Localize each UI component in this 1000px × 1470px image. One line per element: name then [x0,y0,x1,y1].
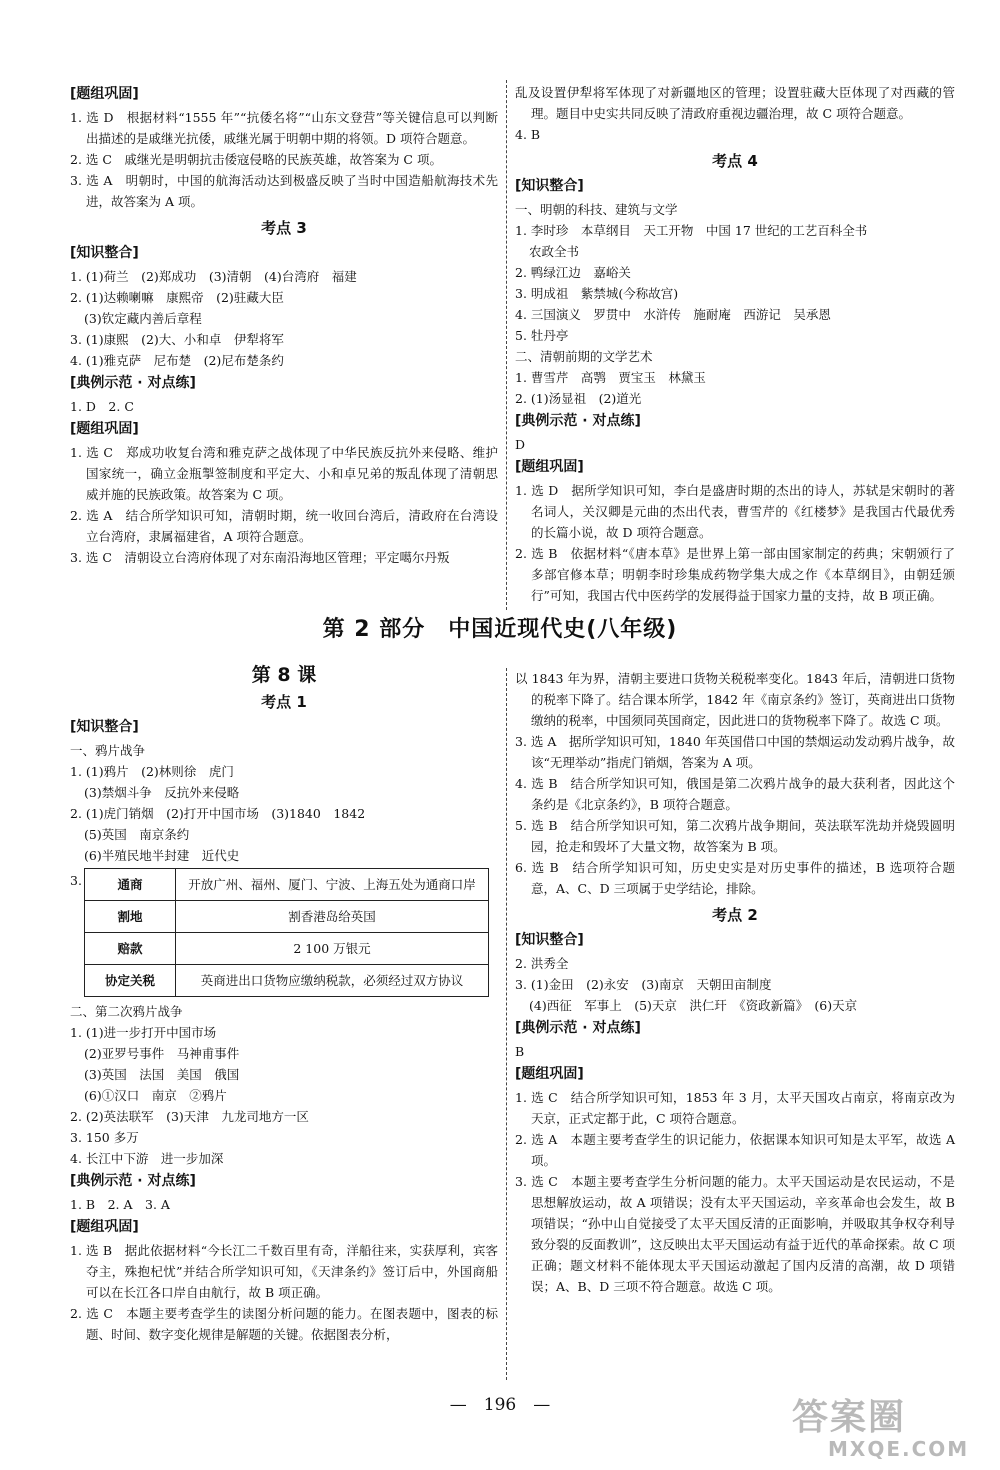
right-column-bottom [515,668,955,1297]
text-line: D [515,437,526,452]
table-row [85,965,489,997]
answer-paragraph: 1. 选 D 据所学知识可知，李白是盛唐时期的杰出的诗人，苏轼是宋朝时的著名词人，关汉卿是元曲的杰出代表，曹雪芹的《红楼梦》是我国古代最优秀的长篇小说，故 D 项符合题意。 [515,483,955,540]
text-line: 4. 长江中下游 进一步加深 [70,1151,224,1166]
watermark-text: 答案圈 [792,1397,907,1438]
page-number: — 196 — [449,1395,551,1415]
table-row-key: 赔款 [85,933,176,965]
part-title: 第 2 部分 中国近现代史(八年级) [322,617,678,642]
left-bottom-block-b [70,1001,498,1345]
text-line: 1. (1)鸦片 (2)林则徐 虎门 [70,764,234,779]
answer-paragraph: 3. 选 A 明朝时，中国的航海活动达到极盛反映了当时中国造船航海技术先进，故答案为 A 项。 [70,173,498,209]
section-heading: [知识整合] [70,245,139,261]
text-line: 1. (1)进一步打开中国市场 [70,1025,217,1040]
text-line-indented: (2)亚罗号事件 马神甫事件 [84,1046,240,1061]
watermark-logo [792,1398,982,1466]
section-heading: [题组巩固] [70,86,139,102]
text-line-indented: 农政全书 [529,244,580,259]
text-line: 一、明朝的科技、建筑与文学 [515,202,678,217]
topic-heading: 考点 4 [712,152,758,170]
section-heading: [知识整合] [515,932,584,948]
text-line: 4. 三国演义 罗贯中 水浒传 施耐庵 西游记 吴承恩 [515,307,831,322]
answer-paragraph: 2. 选 B 依据材料“《唐本草》是世界上第一部由国家制定的药典；宋朝颁行了多部官修本草；明朝李时珍集成药物学集大成之作《本草纲目》，由朝廷颁行”可知，我国古代中医药学的发展得益于国家力量的支持，故 B 项正确。 [515,546,955,603]
answer-paragraph: 6. 选 B 结合所学知识可知，历史史实是对历史事件的描述，B 选项符合题意，A、C、D 三项属于史学结论，排除。 [515,860,955,896]
text-line: 3. 150 多万 [70,1130,139,1145]
answer-paragraph: 5. 选 B 结合所学知识可知，第二次鸦片战争期间，英法联军洗劫并烧毁圆明园，抢走和毁坏了大量文物，故答案为 B 项。 [515,818,955,854]
text-line: 4. B [515,127,541,142]
answer-paragraph: 2. 选 C 戚继光是明朝抗击倭寇侵略的民族英雄，故答案为 C 项。 [70,152,442,167]
text-line: B [515,1044,525,1059]
answer-paragraph: 2. 选 C 本题主要考查学生的读图分析问题的能力。在图表题中，图表的标题、时间、数字变化规律是解题的关键。依据图表分析， [70,1306,498,1342]
section-heading: [知识整合] [515,178,584,194]
text-line: 2. (2)英法联军 (3)天津 九龙司地方一区 [70,1109,309,1124]
text-line: 二、第二次鸦片战争 [70,1004,183,1019]
section-heading: [题组巩固] [515,459,584,475]
treaty-table [84,868,489,997]
section-heading: [题组巩固] [70,1219,139,1235]
text-line-indented: (3)钦定藏内善后章程 [84,311,202,326]
text-line: 2. 鸭绿江边 嘉峪关 [515,265,631,280]
treaty-table-wrap [70,868,498,997]
column-divider-bottom [506,668,507,1380]
watermark-url: MXQE.COM [828,1437,970,1461]
left-bottom-block-a [70,692,498,866]
text-line: 1. 曹雪芹 高鹗 贾宝玉 林黛玉 [515,370,706,385]
text-line: 5. 牡丹亭 [515,328,569,343]
text-line: 2. (1)虎门销烟 (2)打开中国市场 (3)1840 1842 [70,806,366,821]
table-row [85,901,489,933]
section-heading: [典例示范 · 对点练] [70,375,196,391]
topic-heading: 考点 1 [261,693,307,711]
text-line: 3. (1)金田 (2)永安 (3)南京 天朝田亩制度 [515,977,772,992]
section-heading: [知识整合] [70,719,139,735]
right-column-top [515,82,955,606]
text-line: 2. (1)达赖喇嘛 康熙帝 (2)驻藏大臣 [70,290,284,305]
topic-heading: 考点 3 [261,219,307,237]
answer-paragraph: 1. 选 C 郑成功收复台湾和雅克萨之战体现了中华民族反抗外来侵略、维护国家统一，确立金瓶掣签制度和平定大、小和卓兄弟的叛乱体现了清朝思威并施的民族政策。故答案为 C 项。 [70,445,498,502]
text-line: 3. 明成祖 紫禁城(今称故宫) [515,286,679,301]
answer-paragraph: 1. 选 C 结合所学知识可知，1853 年 3 月，太平天国攻占南京，将南京改为天京，正式定都于此，C 项符合题意。 [515,1090,955,1126]
section-heading: [题组巩固] [70,421,139,437]
answer-paragraph: 2. 选 A 结合所学知识可知，清朝时期，统一收回台湾后，清政府在台湾设立台湾府，隶属福建省，A 项符合题意。 [70,508,498,544]
text-line: 1. B 2. A 3. A [70,1197,170,1212]
text-line: 二、清朝前期的文学艺术 [515,349,653,364]
answer-paragraph: 乱及设置伊犁将军体现了对新疆地区的管理；设置驻藏大臣体现了对西藏的管理。题目中史实共同反映了清政府重视边疆治理，故 C 项符合题意。 [515,85,955,121]
answer-paragraph: 3. 选 C 本题主要考查学生分析问题的能力。太平天国运动是农民运动，不是思想解放运动，故 A 项错误；没有太平天国运动，辛亥革命也会发生，故 B 项错误；“孙中山自觉接受了太平天国反清的正面影响，并吸取其争权夺利导致分裂的反面教训”，这反映出太平天国运动有益于近代的革命探索。故 C 项正确；题文材料不能体现太平天国运动激起了国内反清的高潮，故 D 项错误；A、B、D 三项不符合题意。故选 C 项。 [515,1174,955,1294]
text-line-indented: (6)①汉口 南京 ②鸦片 [84,1088,227,1103]
table-item-number: 3. [70,873,82,888]
answer-paragraph: 2. 选 A 本题主要考查学生的识记能力，依据课本知识可知是太平军，故选 A 项。 [515,1132,955,1168]
text-line: 1. (1)荷兰 (2)郑成功 (3)清朝 (4)台湾府 福建 [70,269,357,284]
text-line-indented: (5)英国 南京条约 [84,827,190,842]
answer-paragraph: 3. 选 A 据所学知识可知，1840 年英国借口中国的禁烟运动发动鸦片战争，故该“无理举动”指虎门销烟，答案为 A 项。 [515,734,955,770]
table-row [85,869,489,901]
section-heading: [题组巩固] [515,1066,584,1082]
answer-paragraph: 4. 选 B 结合所学知识可知，俄国是第二次鸦片战争的最大获利者，因此这个条约是《北京条约》，B 项符合题意。 [515,776,955,812]
lesson-title: 第 8 课 [251,664,317,686]
column-divider-top [506,80,507,610]
answer-paragraph: 1. 选 B 据此依据材料“今长江二千数百里有奇，洋船往来，实获厚利，宾客夺主，殊抱杞忧”并结合所学知识可知，《天津条约》签订后中，外国商船可以在长江各口岸自由航行，故 B 项正确。 [70,1243,498,1300]
text-line: 2. (1)汤显祖 (2)道光 [515,391,642,406]
left-column-top [70,82,498,568]
left-column-bottom [70,664,498,1345]
text-line-indented: (3)英国 法国 美国 俄国 [84,1067,240,1082]
answer-paragraph: 1. 选 D 根据材料“1555 年”“抗倭名将”“山东文登营”等关键信息可以判断出描述的是戚继光抗倭，戚继光属于明朝中期的将领。D 项符合题意。 [70,110,498,146]
answer-paragraph: 以 1843 年为界，清朝主要进口货物关税税率变化。1843 年后，清朝进口货物的税率下降了。结合课本所学，1842 年《南京条约》签订，英商进出口货物缴纳的税率，中国须同英国商定，因此进口的货物税率下降了。故选 C 项。 [515,671,955,728]
section-heading: [典例示范 · 对点练] [515,1020,641,1036]
text-line: 4. (1)雅克萨 尼布楚 (2)尼布楚条约 [70,353,284,368]
topic-heading: 考点 2 [712,906,758,924]
table-row [85,933,489,965]
text-line: 一、鸦片战争 [70,743,146,758]
table-row-value: 割香港岛给英国 [176,901,489,933]
text-line: 3. (1)康熙 (2)大、小和卓 伊犁将军 [70,332,284,347]
section-heading: [典例示范 · 对点练] [515,413,641,429]
text-line: 1. 李时珍 本草纲目 天工开物 中国 17 世纪的工艺百科全书 [515,223,868,238]
table-row-key: 通商 [85,869,176,901]
text-line-indented: (6)半殖民地半封建 近代史 [84,848,240,863]
answer-paragraph: 3. 选 C 清朝设立台湾府体现了对东南沿海地区管理；平定噶尔丹叛 [70,550,450,565]
table-row-value: 开放广州、福州、厦门、宁波、上海五处为通商口岸 [176,869,489,901]
text-line-indented: (4)西征 军事上 (5)天京 洪仁玕 《资政新篇》 (6)天京 [529,998,858,1013]
table-row-key: 割地 [85,901,176,933]
table-row-value: 2 100 万银元 [176,933,489,965]
section-heading: [典例示范 · 对点练] [70,1173,196,1189]
text-line-indented: (3)禁烟斗争 反抗外来侵略 [84,785,240,800]
table-row-key: 协定关税 [85,965,176,997]
table-row-value: 英商进出口货物应缴纳税款，必须经过双方协议 [176,965,489,997]
text-line: 2. 洪秀全 [515,956,569,971]
text-line: 1. D 2. C [70,399,134,414]
